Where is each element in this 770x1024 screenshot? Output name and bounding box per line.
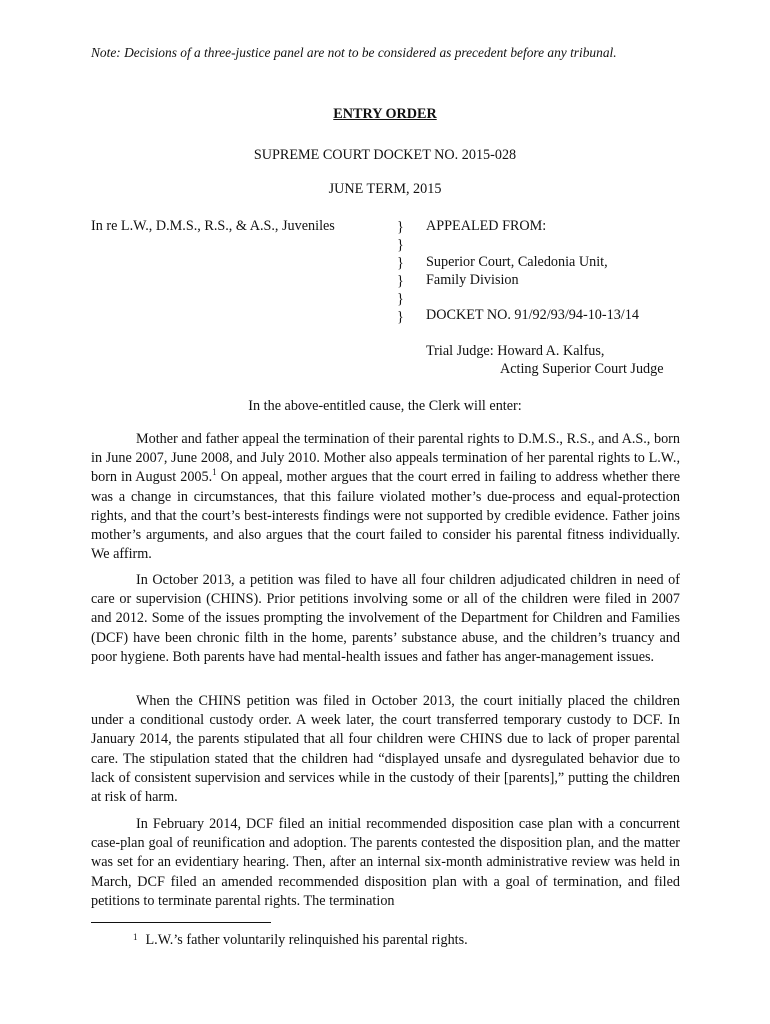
brace: }: [397, 309, 404, 325]
trial-judge-line2: Acting Superior Court Judge: [500, 361, 664, 377]
brace: }: [397, 255, 404, 271]
paragraph-2-text: In October 2013, a petition was filed to have all four children adjudicated children in need of care or supervision (CHINS). Prior petitions involving some or all of the children were filed in 2007 and 2012. Some of the issues prompting the involvement of the Department for Children and Families (DCF) have been chronic filth in the home, parents’ substance abuse, and the children’s truancy and poor hygiene. Both parents have had mental-health issues and father has anger-management issues.: [91, 572, 680, 665]
brace: }: [397, 219, 404, 235]
lower-court-docket: DOCKET NO. 91/92/93/94-10-13/14: [426, 307, 639, 323]
footnote-divider: [91, 922, 271, 923]
precedent-note: Note: Decisions of a three-justice panel are not to be considered as precedent before any tribunal.: [91, 45, 617, 60]
appealed-from-label: APPEALED FROM:: [426, 218, 547, 234]
paragraph-4: [91, 815, 680, 911]
caption-braces: [397, 218, 404, 326]
footnote-text: L.W.’s father voluntarily relinquished his parental rights.: [145, 932, 468, 948]
paragraph-3-text: When the CHINS petition was filed in October 2013, the court initially placed the children under a conditional custody order. A week later, the court transferred temporary custody to DCF. In January 2014, the parents stipulated that all four children were CHINS due to lack of proper parental care. The stipulation stated that the children had “displayed unsafe and dysregulated behavior due to lack of consistent supervision and services while in the custody of their [parents],” putting the children at risk of harm.: [91, 693, 680, 806]
case-parties: In re L.W., D.M.S., R.S., & A.S., Juveniles: [91, 218, 335, 234]
lower-court-line2: Family Division: [426, 272, 519, 288]
paragraph-1-text-a: Mother and father appeal the termination of their parental rights to D.M.S., R.S., and A.S., born in June 2007, June 2008, and July 2010. Mother also appeals termination of her parental rights to L.W., born in August 2005.: [91, 431, 680, 486]
paragraph-4-text: In February 2014, DCF filed an initial recommended disposition case plan with a concurrent case-plan goal of reunification and adoption. The parents contested the disposition plan, and the matter was set for an evidentiary hearing. Then, after an internal six-month administrative review was held in March, DCF filed an amended recommended disposition plan with a goal of termination, and filed petitions to terminate parental rights. The termination: [91, 816, 680, 909]
footnote-ref: 1: [212, 467, 217, 478]
supreme-court-docket: SUPREME COURT DOCKET NO. 2015-028: [253, 147, 517, 163]
brace: }: [397, 273, 404, 289]
paragraph-1: [91, 430, 680, 564]
brace: }: [397, 237, 404, 253]
court-term: JUNE TERM, 2015: [328, 181, 442, 197]
footnote-number: 1: [133, 932, 138, 942]
trial-judge-line1: Trial Judge: Howard A. Kalfus,: [426, 343, 605, 359]
brace: }: [397, 291, 404, 307]
lower-court-line1: Superior Court, Caledonia Unit,: [426, 254, 608, 270]
paragraph-1-text-b: On appeal, mother argues that the court erred in failing to address whether there was a change in circumstances, that this failure violated mother’s due-process and equal-protection rights, and that the court’s best-interests findings were not supported by credible evidence. Father joins mother’s arguments, and also argues that the court failed to consider his parental fitness individually. We affirm.: [91, 469, 681, 563]
paragraph-3: [91, 692, 680, 807]
clerk-entry-line: In the above-entitled cause, the Clerk will enter:: [248, 398, 522, 414]
paragraph-2: [91, 571, 680, 667]
footnote: [133, 932, 468, 949]
document-title: ENTRY ORDER: [333, 106, 437, 122]
